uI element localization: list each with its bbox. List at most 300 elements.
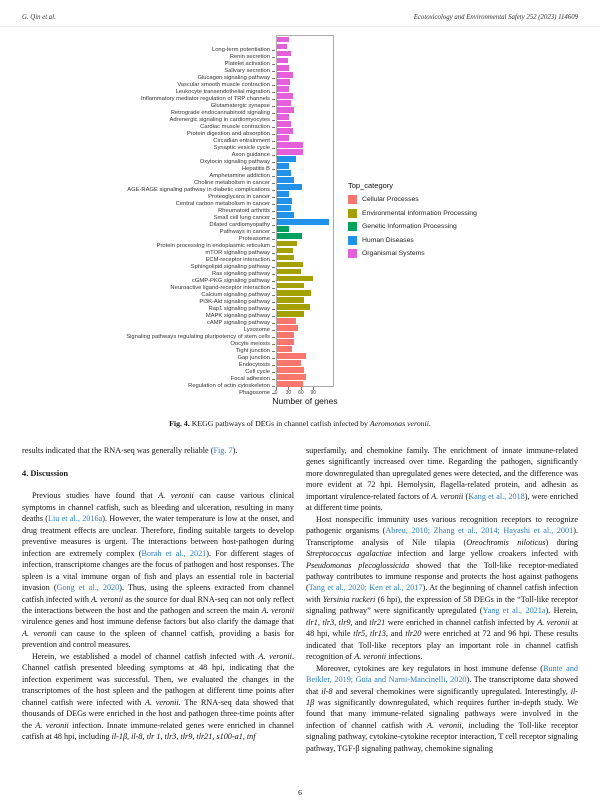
italic-term: A. veronii [35,720,69,730]
pathway-label: ECM-receptor interaction [205,257,270,263]
text-run: results indicated that the RNA-seq was generally reliable ( [22,446,214,455]
bar-row-label [100,271,275,278]
chart-bar [277,58,288,64]
y-axis-tick [272,71,275,72]
citation-link[interactable]: Kang et al., 2018 [468,491,525,501]
italic-term: tlr5, tlr13, [353,629,388,639]
pathway-label: Lysosome [243,327,270,333]
italic-term: Oreochromis niloticus [466,537,546,547]
text-run: . [428,419,431,428]
bar-row-label [100,299,275,306]
pathway-label: Pathways in cancer [219,229,270,235]
pathway-label: Regulation of actin cytoskeleton [188,383,270,389]
chart-bar [277,311,304,317]
text-run: KEGG pathways of DEGs in channel catfish infected by [191,419,370,428]
bar-row-label [100,327,275,334]
chart-bar [277,353,306,359]
bar-row-label [100,215,275,222]
citation-link[interactable]: Borah et al., 2021 [141,548,207,558]
italic-term: A. veronii [431,491,464,501]
y-axis-tick [272,120,275,121]
bar-row-label [100,89,275,96]
bar-row-label [100,222,275,229]
y-axis-tick [272,372,275,373]
legend-swatch-icon [348,249,357,258]
text-run: ). Herein, [545,606,578,616]
text-run: virulence genes and host immune defense factors but also clarify the damage that [22,617,294,627]
caption-label: Fig. 4. [169,419,192,428]
pathway-label: Protein processing in endoplasmic reticulum [156,243,270,249]
chart-bar [277,121,291,127]
chart-bar-row [277,268,333,275]
italic-term: A. veronii [91,594,124,604]
chart-bar [277,339,294,345]
y-axis-tick [272,295,275,296]
column-right [306,445,578,754]
paragraph [22,490,294,650]
y-axis-tick [272,113,275,114]
bar-row-label [100,229,275,236]
bar-row-label [100,201,275,208]
chart-bar [277,86,289,92]
pathway-label: Choline metabolism in cancer [193,180,270,186]
italic-term: A. veronii [427,720,462,730]
pathway-label: Inflammatory mediator regulation of TRP channels [141,96,270,102]
kegg-bar-chart [100,35,600,409]
chart-bar [277,233,302,239]
bar-row-label [100,166,275,173]
italic-term: A. veronii [158,491,194,501]
bar-row-label [100,103,275,110]
text-run: infection and large yellow croakers infected with [391,549,578,559]
text-run: and [387,629,406,639]
paragraph [306,663,578,755]
legend-title: Top_category [348,181,394,191]
chart-bar [277,128,293,134]
y-axis-tick [272,85,275,86]
chart-bar-row [277,113,333,120]
chart-bar [277,325,298,331]
chart-bar [277,255,294,261]
chart-bar-row [277,177,333,184]
y-axis-tick [272,358,275,359]
chart-bar [277,219,329,225]
chart-x-axis [272,387,338,409]
chart-bar-row [277,317,333,324]
chart-bar-row [277,43,333,50]
pathway-label: Circadian entrainment [213,138,270,144]
pathway-label: MAPK signaling pathway [205,313,270,319]
italic-term: A. veronii [258,651,292,661]
bar-row-label [100,334,275,341]
citation-link[interactable]: Liu et al., 2016a [47,514,103,524]
text-run: ), were enriched at different time points. [306,491,579,513]
italic-term: Pseudomonas plecoglossicida [306,560,410,570]
y-axis-tick [272,197,275,198]
citation-link[interactable]: Fig. 7 [213,446,233,455]
chart-bar [277,205,291,211]
bar-row-label [100,75,275,82]
y-axis-tick [272,309,275,310]
chart-bar [277,107,294,113]
y-axis-tick [272,176,275,177]
paragraph [306,514,578,663]
y-axis-tick [272,260,275,261]
y-axis-tick [272,106,275,107]
chart-y-labels [100,47,275,397]
bar-row-label [100,145,275,152]
italic-term: A. veronii [354,652,387,662]
chart-bar [277,332,294,338]
chart-bar-row [277,156,333,163]
chart-bar-row [277,71,333,78]
pathway-label: cGMP-PKG signaling pathway [192,278,270,284]
pathway-label: Glutamatergic synapse [210,103,270,109]
x-axis-tick-label: 90 [310,390,317,396]
text-run: Moreover, cytokines are key regulators in host immune defense ( [316,663,543,673]
citation-link[interactable]: Abreu, 2010; Zhang et al., 2014; Hayashi et al., 2001 [385,526,574,536]
pathway-label: Synaptic vesicle cycle [213,145,270,151]
pathway-label: Vascular smooth muscle contraction [177,82,270,88]
bar-row-label [100,313,275,320]
bar-row-label [100,376,275,383]
bar-row-label [100,68,275,75]
pathway-label: Adrenergic signaling in cardiomyocytes [169,117,270,123]
legend-swatch-icon [348,195,357,204]
y-axis-tick [272,218,275,219]
pathway-label: Leukocyte transendothelial migration [175,89,270,95]
chart-bar-row [277,99,333,106]
chart-bar [277,44,287,50]
y-axis-tick [272,99,275,100]
chart-bar-row [277,240,333,247]
legend-swatch-icon [348,222,357,231]
chart-bar-row [277,36,333,43]
y-axis-tick [272,386,275,387]
legend-swatch-icon [348,236,357,245]
chart-bar [277,283,304,289]
text-run: Herein, we established a model of channel catfish infected with [32,651,259,661]
chart-bar [277,65,289,71]
chart-bar [277,276,313,282]
pathway-label: Tight junction [235,348,270,354]
legend-label: Genetic Information Processing [362,223,457,231]
x-axis-title: Number of genes [272,396,338,406]
legend-item [348,209,477,218]
bar-row-label [100,187,275,194]
text-run: Previous studies have found that [32,491,159,501]
chart-bar [277,156,296,162]
chart-bar-row [277,282,333,289]
pathway-label: Cell cycle [245,369,270,375]
pathway-label: Phagosome [239,390,270,396]
pathway-label: Protein digestion and absorption [186,131,270,137]
section-heading: 4. Discussion [22,469,69,479]
bar-row-label [100,264,275,271]
chart-bar-row [277,149,333,156]
chart-bar-row [277,247,333,254]
chart-bar-row [277,64,333,71]
running-author: G. Qin et al. [22,14,56,21]
chart-bar-row [277,233,333,240]
column-left [22,445,294,754]
italic-term: il-1β [306,686,578,707]
citation-link[interactable]: Yang et al., 2021a [482,606,546,616]
chart-bar-row [277,338,333,345]
y-axis-tick [272,211,275,212]
bar-row-label [100,54,275,61]
chart-bar-row [277,184,333,191]
text-run: and several chemokines were significantly upregulated. Interestingly, [332,686,571,696]
italic-term: A. veronii [22,628,57,638]
chart-bar-row [277,163,333,170]
bar-row-label [100,47,275,54]
chart-bar [277,269,301,275]
text-run: Host nonspecific immunity uses various recognition receptors to recognize pathogenic organisms ( [306,514,578,536]
chart-bar-row [277,50,333,57]
chart-bar-row [277,219,333,226]
chart-bar [277,51,291,57]
citation-link[interactable]: Gong et al., 2020 [56,583,120,593]
y-axis-tick [272,134,275,135]
italic-term: il-8 [321,686,333,696]
chart-bar [277,248,293,254]
text-run: was significantly downregulated, which requires further in-depth study. We found that many immune-related signaling pathways were involved in the infection of channel catfish with [306,697,578,730]
y-axis-tick [272,351,275,352]
italic-term: tlr1, tlr3, tlr9, [306,617,353,627]
chart-bar [277,241,297,247]
pathway-label: mTOR signaling pathway [205,250,270,256]
text-run: can cause to the spleen of channel catfish, providing a basis for prevention and control measures. [22,628,294,650]
x-axis-tick-label: 0 [274,390,278,396]
y-axis-tick [272,190,275,191]
bar-row-label [100,250,275,257]
italic-term: Yersinia ruckeri [322,594,376,604]
pathway-label: Signaling pathways regulating pluripotency of stem cells [126,334,270,340]
y-axis-tick [272,127,275,128]
pathway-label: Neuroactive ligand-receptor interaction [170,285,270,291]
y-axis-tick [272,183,275,184]
y-axis-tick [272,141,275,142]
pathway-label: Glucagon signaling pathway [197,75,270,81]
y-axis-tick [272,316,275,317]
pathway-label: Focal adhesion [230,376,270,382]
y-axis-tick [272,344,275,345]
chart-bar [277,177,294,183]
pathway-label: Long-term potentiation [211,47,270,53]
chart-bar [277,191,289,197]
chart-bar [277,37,289,43]
y-axis-tick [272,330,275,331]
citation-link[interactable]: Tang et al., 2020; Ken et al., 2017 [308,583,423,593]
text-run: ). However, the water temperature is low at the onset, and drug treatment effects are unclear. Therefore, finding suitable targets to develop preventive measures is urgent. The interactions between host-pathogen during infection are extremely complex ( [22,514,294,558]
bar-row-label [100,82,275,89]
y-axis-tick [272,323,275,324]
page-header [0,0,600,27]
y-axis-tick [272,204,275,205]
chart-bar-row [277,289,333,296]
y-axis-tick [272,162,275,163]
italic-term: tlr21 [369,617,386,627]
chart-bar [277,198,292,204]
italic-term: il-1β, il-8, tlr 1, tlr3, tlr9, tlr21, s100-a1, tnf [111,731,256,741]
chart-bar-row [277,134,333,141]
chart-bar-row [277,78,333,85]
legend-item [348,249,477,258]
text-run: at 48 hpi, while [306,617,579,639]
paragraph [306,445,578,514]
chart-bar [277,212,294,218]
text-run: ( [463,491,469,501]
chart-bar-row [277,226,333,233]
bar-row-label [100,208,275,215]
bar-row-label [100,278,275,285]
chart-bar [277,226,289,232]
pathway-label: Proteoglycans in cancer [208,194,270,200]
chart-bar [277,318,296,324]
chart-bar-row [277,198,333,205]
figure-caption [0,419,600,428]
text-run: ). The transcriptome data showed that [306,675,578,696]
chart-bar [277,170,291,176]
bar-row-label [100,124,275,131]
x-axis-tick-label: 30 [285,390,292,396]
pathway-label: Axon guidance [231,152,270,158]
pathway-label: cAMP signaling pathway [206,320,270,326]
y-axis-tick [272,267,275,268]
legend-items [348,195,477,258]
chart-bar-row [277,205,333,212]
chart-bar-row [277,303,333,310]
bar-row-label [100,348,275,355]
chart-bar [277,184,302,190]
text-run: ). [232,446,238,455]
chart-bar [277,100,291,106]
chart-bar-row [277,345,333,352]
text-run: ). At the beginning of channel catfish infection with [306,583,578,604]
y-axis-tick [272,225,275,226]
pathway-label: PI3K-Akt signaling pathway [199,299,270,305]
chart-bar [277,374,306,380]
chart-bar-row [277,120,333,127]
text-run: can cause various clinical symptoms in channel catfish, such as bleeding and ulceration, resulting in many deaths ( [22,491,295,524]
chart-bar [277,79,290,85]
bar-row-label [100,117,275,124]
pathway-label: Gap junction [237,355,270,361]
chart-bar-row [277,366,333,373]
x-axis-tick-label: 60 [298,390,304,396]
pathway-label: Rheumatoid arthritis [218,208,270,214]
bar-row-label [100,257,275,264]
article-body [0,445,600,754]
italic-term: A. veronii [144,697,179,707]
journal-citation: Ecotoxicology and Environmental Safety 252 (2023) 114609 [413,14,578,21]
italic-term: A. veronii [537,617,570,627]
y-axis-tick [272,64,275,65]
italic-term: Aeromonas veronii [369,419,429,428]
y-axis-tick [272,169,275,170]
pathway-label: Renin secretion [229,54,270,60]
y-axis-tick [272,92,275,93]
chart-bar [277,142,303,148]
paragraph [22,651,294,743]
legend-item [348,222,477,231]
y-axis-tick [272,78,275,79]
legend-swatch-icon [348,209,357,218]
bar-row-label [100,362,275,369]
pathway-label: Cardiac muscle contraction [200,124,270,130]
figure-4 [0,35,600,428]
text-run: . Channel catfish presented bleeding symptoms at 48 hpi, indicating that the infection experiment was successful. Then, we evaluated the changes in the transcriptomes of the host spleen and the pathogen at different time points after channel catfish were infected with [22,651,295,707]
chart-bar [277,114,289,120]
bar-row-label [100,320,275,327]
y-axis-tick [272,288,275,289]
pathway-label: Retrograde endocannabinoid signaling [170,110,270,116]
text-run: were enriched in channel catfish infected by [385,617,538,627]
chart-bar-row [277,324,333,331]
citation-link[interactable]: Bunte and Beikler, 2019; Guia and Narni-Mancinelli, 2020 [306,663,578,685]
pathway-label: Salivary secretion [224,68,270,74]
chart-bar-row [277,352,333,359]
chart-bar [277,163,289,169]
italic-term: Streptococcus agalactiae [306,549,392,559]
text-run: ). Transcriptome analysis of Nile tilapia ( [306,526,578,547]
pathway-label: Amphetamine addiction [209,173,270,179]
y-axis-tick [272,239,275,240]
text-run: ). For different stages of infection, transcriptome changes are the focus of pathogen and host responses. The spleen is a vital immune organ of fish and plays an essential role in bacterial invasion ( [22,548,294,593]
chart-bar [277,290,311,296]
pathway-label: Ras signaling pathway [211,271,270,277]
bar-row-label [100,173,275,180]
legend-label: Environmental Information Processing [362,209,477,217]
chart-bar [277,367,304,373]
pathway-label: Dilated cardiomyopathy [209,222,270,228]
y-axis-tick [272,302,275,303]
bar-row-label [100,194,275,201]
bar-row-label [100,138,275,145]
pathway-label: Central carbon metabolism in cancer [175,201,270,207]
bar-row-label [100,390,275,397]
legend-label: Organismal Systems [362,250,425,258]
pathway-label: Small cell lung cancer [213,215,270,221]
y-axis-tick [272,155,275,156]
bar-row-label [100,306,275,313]
chart-bar-row [277,212,333,219]
chart-panel-wrap [272,35,338,409]
chart-bar-row [277,92,333,99]
chart-bar-row [277,127,333,134]
y-axis-tick [272,281,275,282]
bar-row-label [100,152,275,159]
y-axis-tick [272,232,275,233]
chart-bar-row [277,331,333,338]
text-run: (6 hpi), the expression of 58 DEGs in the “Toll-like receptor signaling pathway” were significantly upregulated ( [306,594,578,616]
y-axis-tick [272,50,275,51]
text-run: , including the Toll-like receptor signaling pathway, cytokine-cytokine receptor interaction, T cell receptor signaling pathway, TGF-β signaling pathway, chemokine signaling [306,720,578,753]
bar-row-label [100,61,275,68]
chart-bar [277,346,292,352]
chart-bar [277,93,293,99]
bar-row-label [100,180,275,187]
text-run: . The RNA-seq data showed that thousands of DEGs were enriched in the host and pathogen three-time points after the [22,697,294,730]
text-run: ) during [545,537,578,547]
bar-row-label [100,159,275,166]
pathway-label: AGE-RAGE signaling pathway in diabetic complications [127,187,270,193]
chart-bar [277,297,304,303]
chart-bar-row [277,359,333,366]
y-axis-tick [272,253,275,254]
pathway-label: Oxytocin signaling pathway [199,159,270,165]
